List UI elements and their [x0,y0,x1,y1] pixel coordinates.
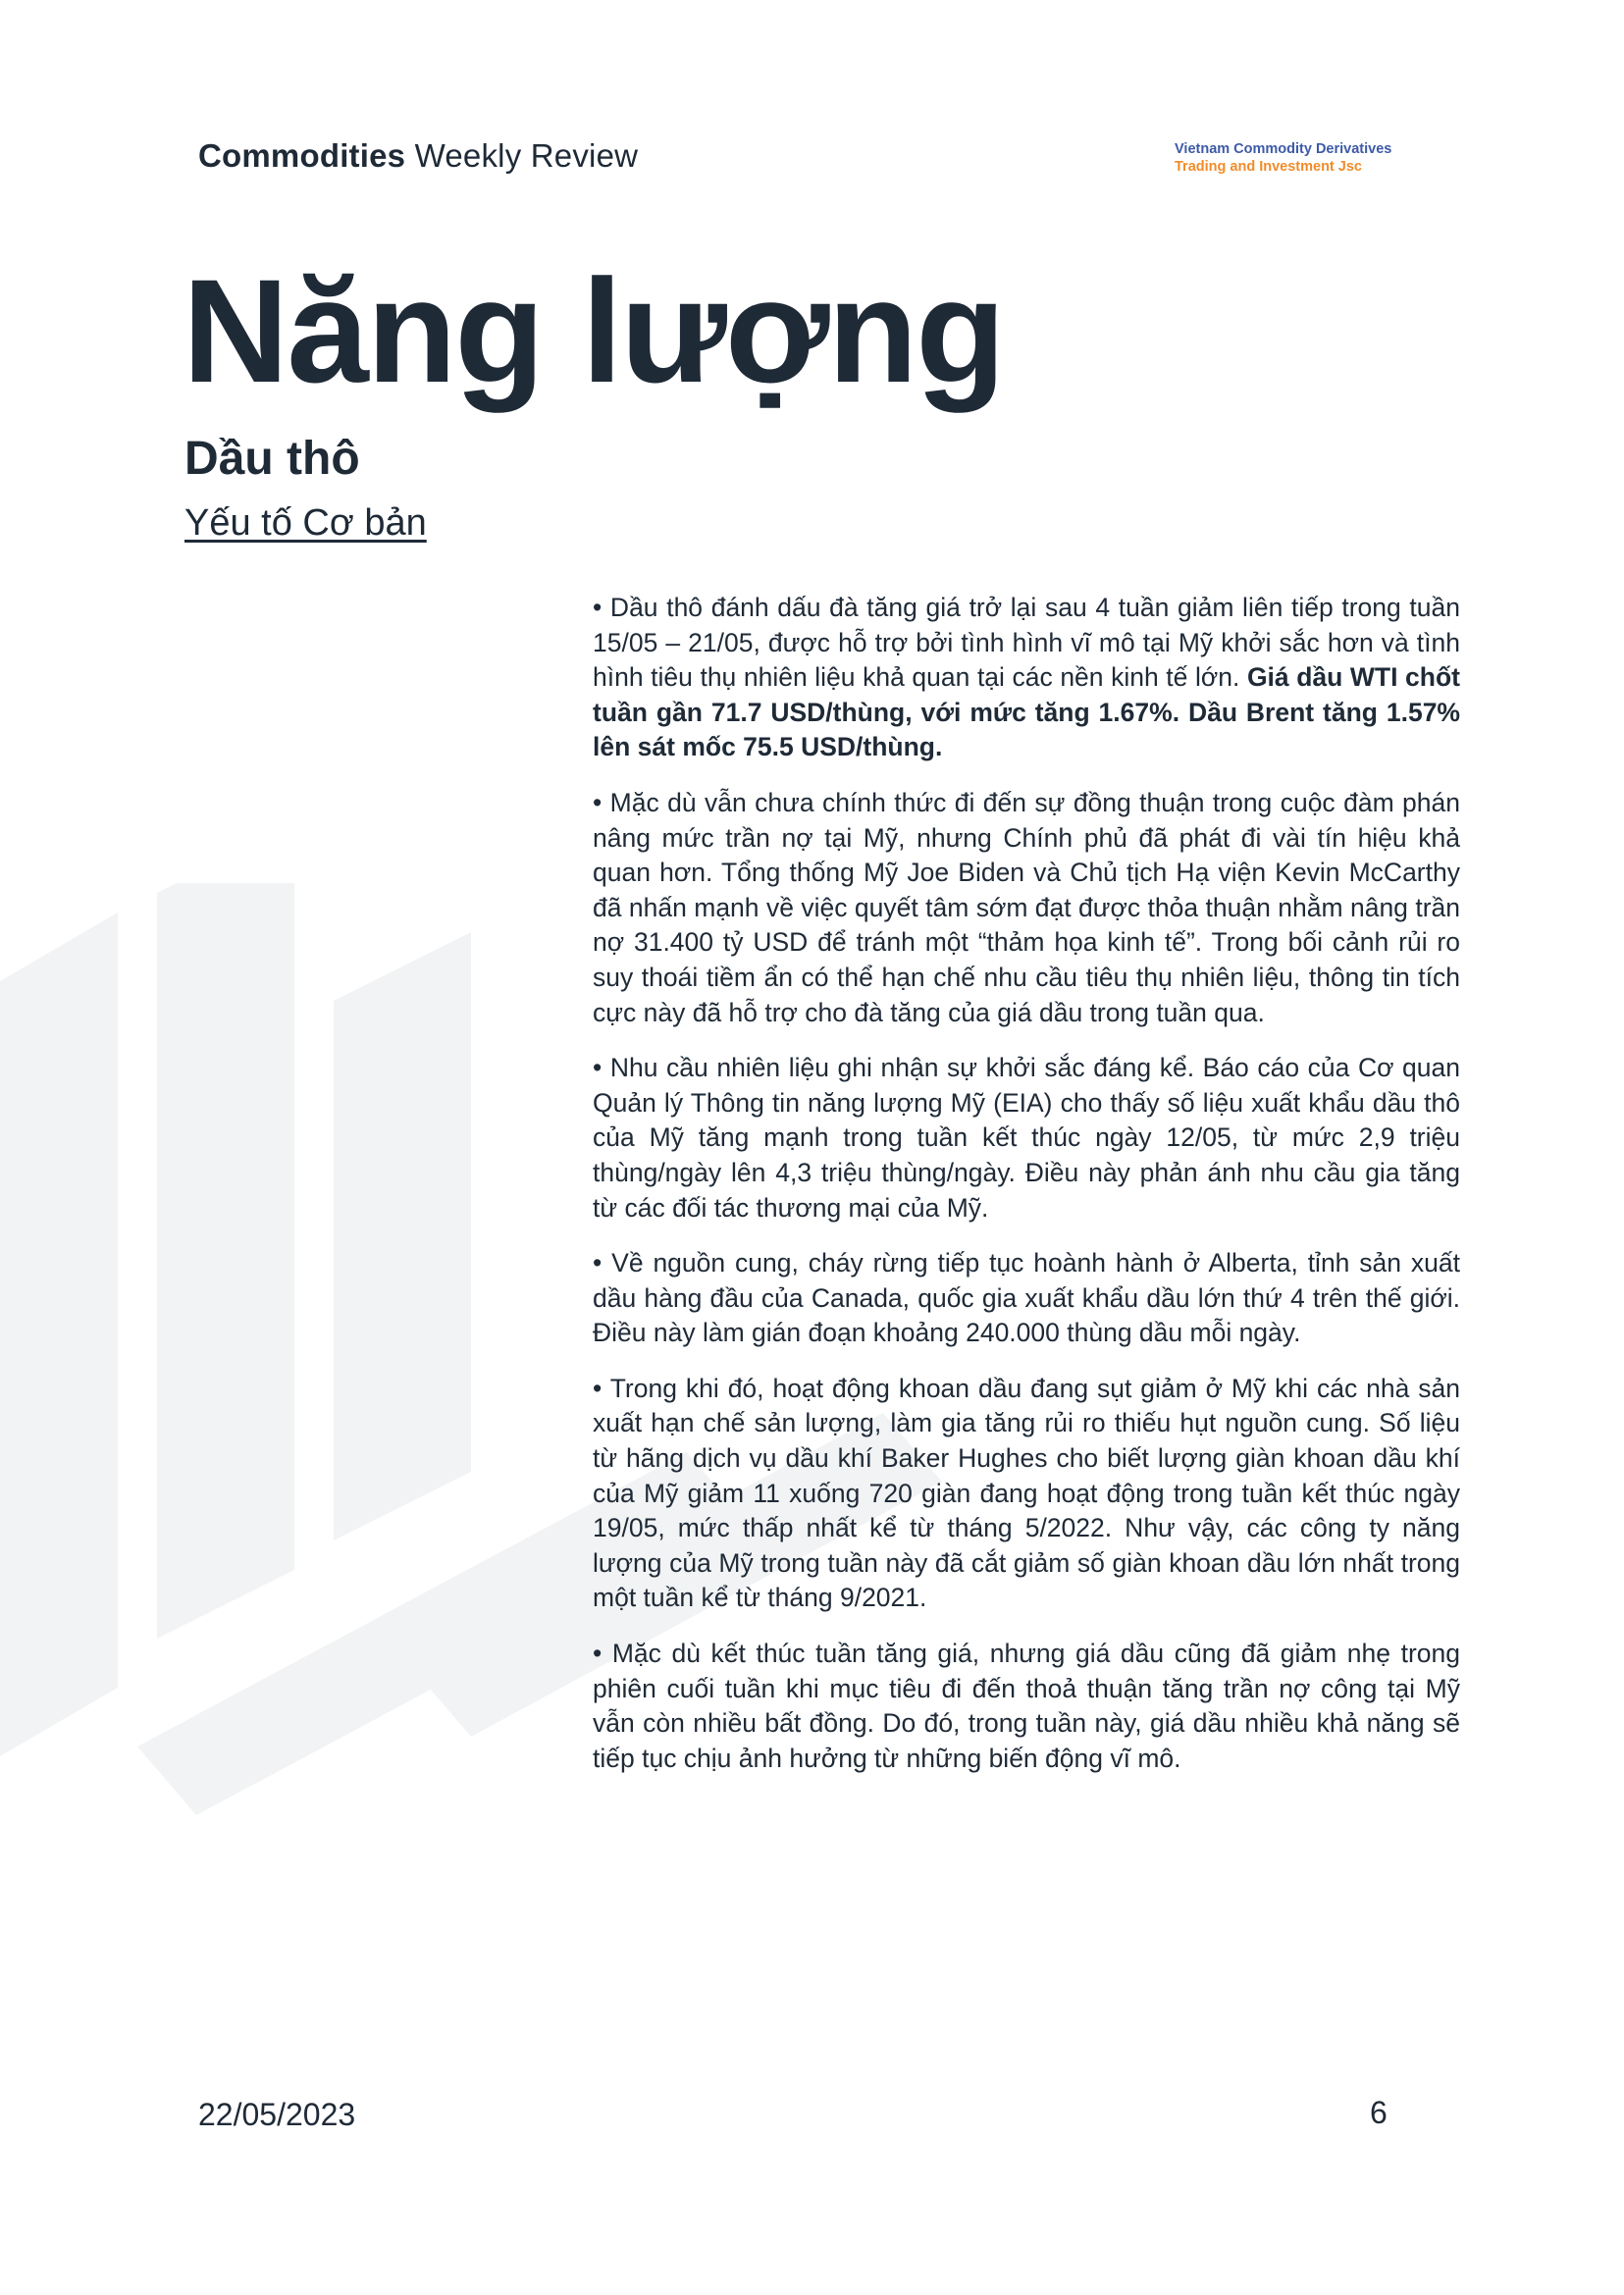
paragraph-5: • Trong khi đó, hoạt động khoan dầu đang sụt giảm ở Mỹ khi các nhà sản xuất hạn chế sản lượng, làm gia tăng rủi ro thiếu hụt nguồn cung. Số liệu từ hãng dịch vụ dầu khí Baker Hughes cho biết lượng giàn khoan dầu khí của Mỹ giảm 11 xuống 720 giàn đang hoạt động trong tuần kết thúc ngày 19/05, mức thấp nhất kể từ tháng 5/2022. Như vậy, các công ty năng lượng của Mỹ trong tuần này đã cắt giảm số giàn khoan dầu lớn nhất trong một tuần kể từ tháng 9/2021. [593,1373,1460,1613]
paragraph-4: • Về nguồn cung, cháy rừng tiếp tục hoành hành ở Alberta, tỉnh sản xuất dầu hàng đầu của Canada, quốc gia xuất khẩu dầu lớn thứ 4 trên thế giới. Điều này làm gián đoạn khoảng 240.000 thùng dầu mỗi ngày. [593,1248,1460,1348]
page-number: 6 [1370,2095,1388,2130]
paragraph-6: • Mặc dù kết thúc tuần tăng giá, nhưng giá dầu cũng đã giảm nhẹ trong phiên cuối tuần khi mục tiêu đi đến thoả thuận tăng trần nợ công tại Mỹ vẫn còn nhiều bất đồng. Do đó, trong tuần này, giá dầu nhiều khả năng sẽ tiếp tục chịu ảnh hưởng từ những biến động vĩ mô. [593,1639,1460,1773]
subsection-title: Yếu tố Cơ bản [184,502,427,544]
paragraph-2: • Mặc dù vẫn chưa chính thức đi đến sự đồng thuận trong cuộc đàm phán nâng mức trần nợ tại Mỹ, nhưng Chính phủ đã phát đi vài tín hiệu khả quan hơn. Tổng thống Mỹ Joe Biden và Chủ tịch Hạ viện Kevin McCarthy đã nhấn mạnh về việc quyết tâm sớm đạt được thỏa thuận nhằm nâng trần nợ 31.400 tỷ USD để tránh một “thảm họa kinh tế”. Trong bối cảnh rủi ro suy thoái tiềm ẩn có thể hạn chế nhu cầu tiêu thụ nhiên liệu, thông tin tích cực này đã hỗ trợ cho đà tăng của giá dầu trong tuần qua. [593,787,1460,1027]
article-body [593,591,1460,1797]
company-name-line1: Vietnam Commodity Derivatives [1175,141,1392,157]
company-name-line2: Trading and Investment Jsc [1175,159,1362,175]
paragraph-1-text: • Dầu thô đánh dấu đà tăng giá trở lại sau 4 tuần giảm liên tiếp trong tuần 15/05 – 21/05, được hỗ trợ bởi tình hình vĩ mô tại Mỹ khởi sắc hơn và tình hình tiêu thụ nhiên liệu khả quan tại các nền kinh tế lớn. [593,593,1460,693]
footer-date: 22/05/2023 [198,2097,356,2132]
paragraph-1 [593,591,1460,765]
page-title: Năng lượng [183,248,1004,413]
paragraph-1-highlight: Giá dầu WTI chốt tuần gần 71.7 USD/thùng, với mức tăng 1.67%. Dầu Brent tăng 1.57% lên sát mốc 75.5 USD/thùng. [593,662,1460,762]
paragraph-3: • Nhu cầu nhiên liệu ghi nhận sự khởi sắc đáng kể. Báo cáo của Cơ quan Quản lý Thông tin năng lượng Mỹ (EIA) cho thấy số liệu xuất khẩu dầu thô của Mỹ tăng mạnh trong tuần kết thúc ngày 12/05, từ mức 2,9 triệu thùng/ngày lên 4,3 triệu thùng/ngày. Điều này phản ánh nhu cầu gia tăng từ các đối tác thương mại của Mỹ. [593,1053,1460,1223]
report-header-title [198,137,638,175]
header-title-rest: Weekly Review [405,137,639,174]
section-title: Dầu thô [184,433,360,485]
header-title-bold: Commodities [198,137,406,174]
company-logo [1175,140,1391,176]
